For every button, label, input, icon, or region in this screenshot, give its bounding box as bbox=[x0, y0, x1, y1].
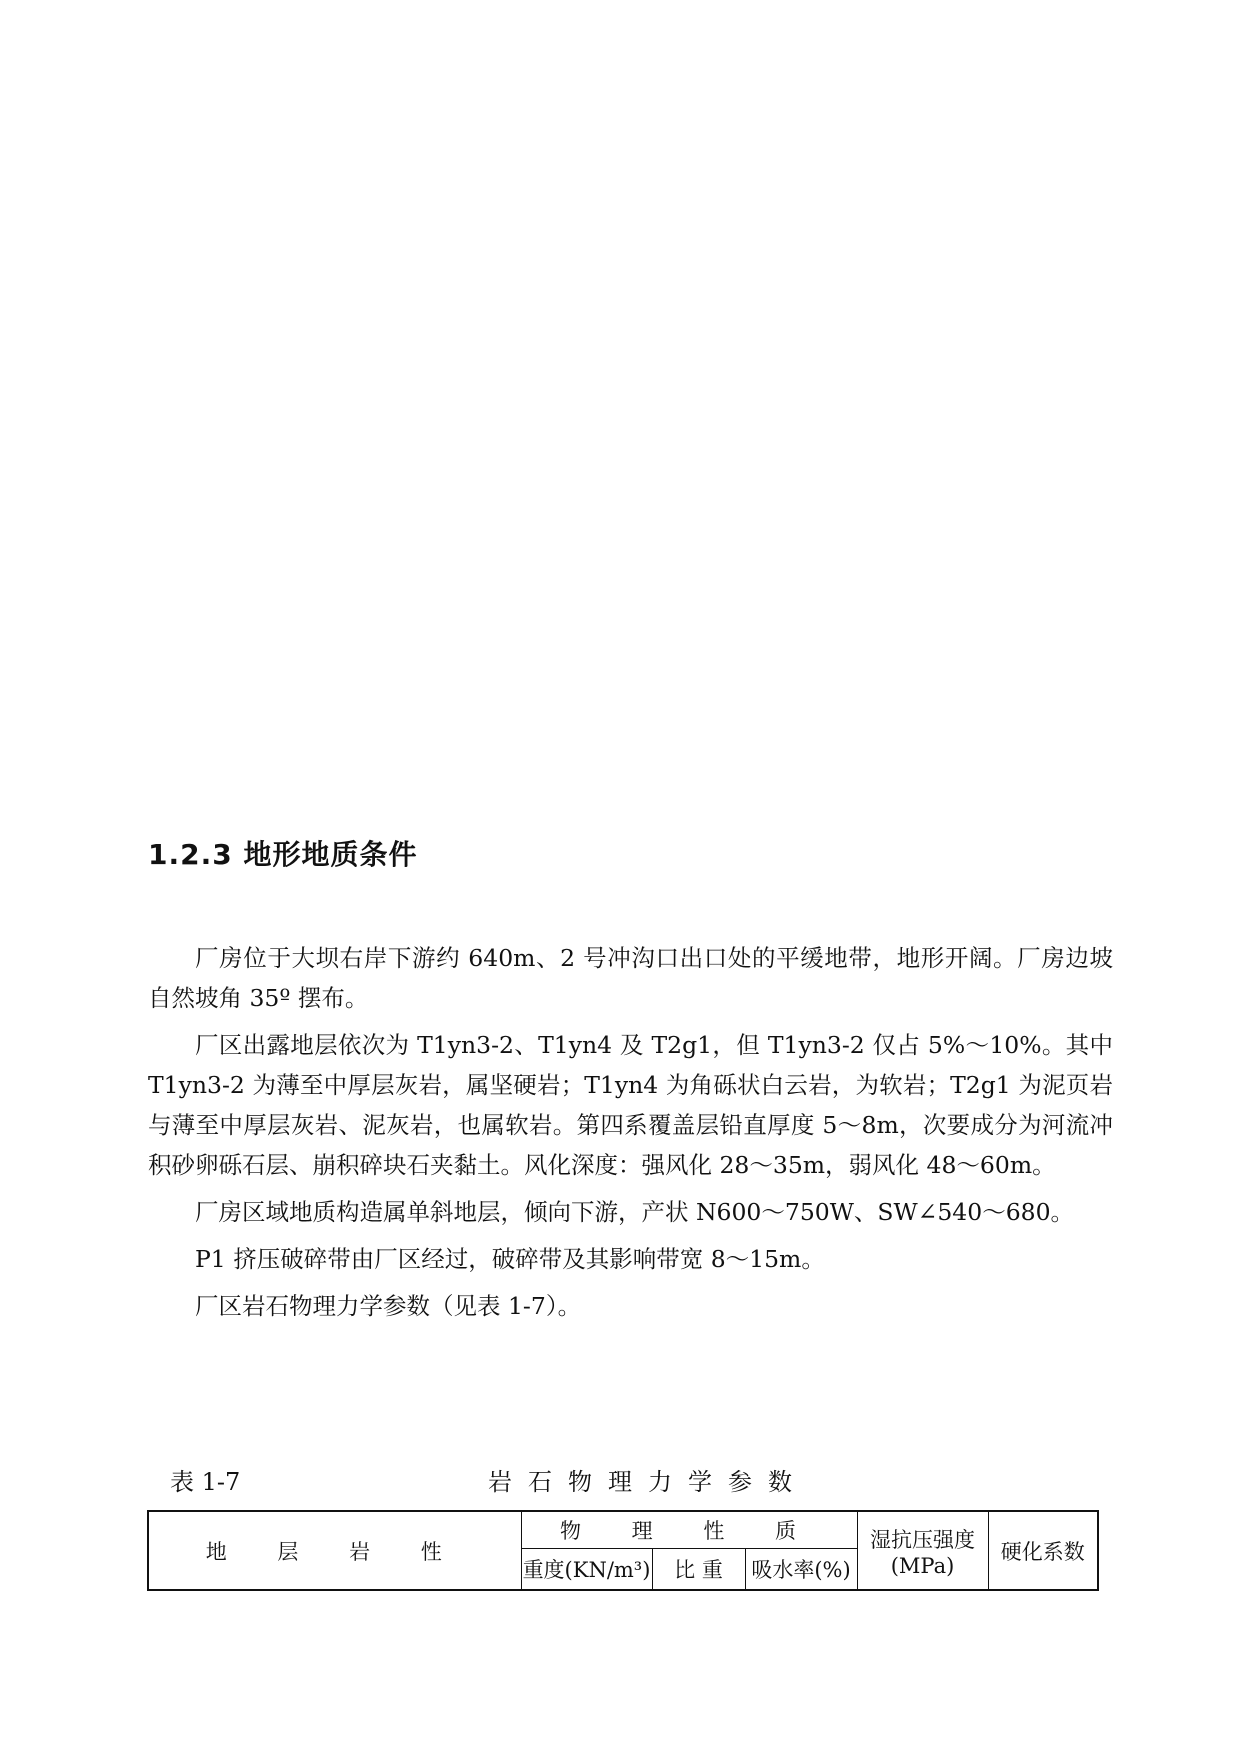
header-specific-gravity: 比 重 bbox=[652, 1549, 745, 1591]
wet-compressive-strength-unit: (MPa) bbox=[890, 1553, 955, 1578]
rock-parameters-table bbox=[147, 1510, 1099, 1591]
table-caption-title: 岩石物理力学参数 bbox=[488, 1468, 808, 1496]
header-physical-properties: 物 理 性 质 bbox=[521, 1511, 857, 1549]
header-stratum-lithology: 地 层 岩 性 bbox=[148, 1511, 521, 1590]
header-water-absorption: 吸水率(%) bbox=[745, 1549, 857, 1591]
wet-compressive-strength-label: 湿抗压强度 bbox=[870, 1527, 975, 1552]
header-wet-compressive-strength bbox=[857, 1511, 988, 1590]
section-heading: 1.2.3 地形地质条件 bbox=[148, 838, 418, 871]
paragraph: 厂房区域地质构造属单斜地层，倾向下游，产状 N600～750W、SW∠540～680。 bbox=[195, 1198, 1075, 1226]
header-unit-weight: 重度(KN/m³) bbox=[521, 1549, 652, 1591]
paragraph: 厂区岩石物理力学参数（见表 1-7）。 bbox=[195, 1292, 582, 1320]
header-softening-coefficient: 硬化系数 bbox=[988, 1511, 1098, 1590]
body-text bbox=[148, 938, 1113, 1333]
paragraph: 厂房位于大坝右岸下游约 640m、2 号冲沟口出口处的平缓地带，地形开阔。厂房边坡自然坡角 35º 摆布。 bbox=[148, 944, 1113, 1012]
table-caption-number: 表 1-7 bbox=[170, 1468, 241, 1496]
paragraph: 厂区出露地层依次为 T1yn3-2、T1yn4 及 T2g1，但 T1yn3-2 仅占 5%～10%。其中 T1yn3-2 为薄至中厚层灰岩，属坚硬岩；T1yn4 为角砾状白云岩，为软岩；T2g1 为泥页岩与薄至中厚层灰岩、泥灰岩，也属软岩。第四系覆盖层铅直厚度 5～8m，次要成分为河流冲积砂卵砾石层、崩积碎块石夹黏土。风化深度：强风化 28～35m，弱风化 48～60m。 bbox=[148, 1031, 1113, 1179]
paragraph: P1 挤压破碎带由厂区经过，破碎带及其影响带宽 8～15m。 bbox=[195, 1245, 825, 1273]
table-header-row bbox=[148, 1511, 1098, 1549]
